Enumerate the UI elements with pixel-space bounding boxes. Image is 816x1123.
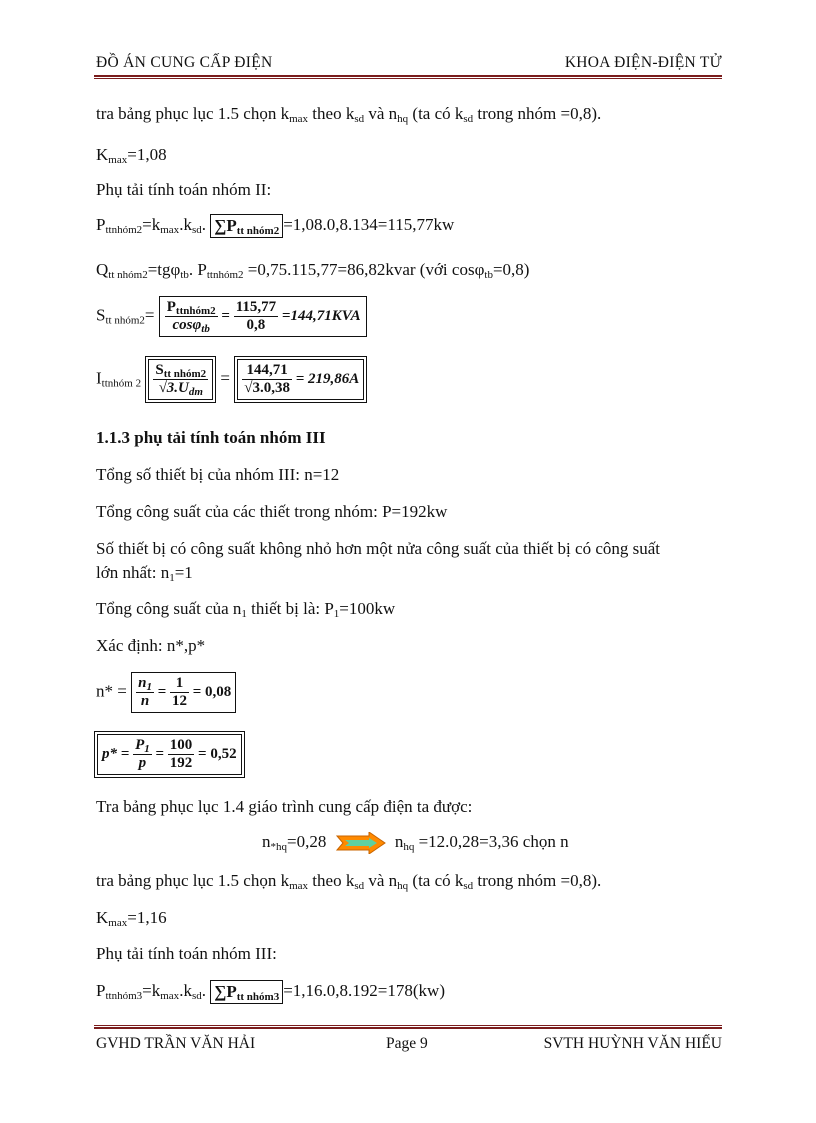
formula-p-star [94,731,245,778]
text-line: Tổng công suất của các thiết trong nhóm: P=192kw [96,502,448,521]
kmax-line: $K_{max}=1,16$ [96,908,167,929]
header-left: ĐỒ ÁN CUNG CẤP ĐIỆN [96,54,273,71]
kmax-line: $K_{max}=1,08$ [96,145,167,166]
formula-n-star: n* = $\frac{n_1}{n}$ = $\frac{1}{12}$ = 0,08 [96,672,236,713]
formula-p3: $P_{ttnhóm3}=k_{max}.k_{sd}$. $\sum P_{tt nhóm3} =1,16.0,8.192=178(kw)$ [96,980,445,1003]
footer-right: SVTH HUỲNH VĂN HIẾU [543,1035,722,1052]
footer-rule [94,1025,722,1029]
text-line: Số thiết bị có công suất không nhỏ hơn một nửa công suất của thiết bị có công suất [96,539,660,558]
i2-box-1: $\frac{S_{tt nhóm2}}{√3.U_{dm}}$ [145,356,216,403]
formula-p2: $P_{ttnhóm2}=k_{max}.k_{sd}$. $\sum P_{tt nhóm2} =1,08.0,8.134=115,77kw$ [96,214,455,237]
header-rule [94,75,722,79]
formula-q2: $Q_{tt nhóm2}=tg\varphi_{tb}$. $P_{ttnhóm2}$ =0,75.115,77=86,82kvar (với cosφ$_{tb}$=0,8) [96,260,530,281]
formula-i2: $I_{ttnhóm 2}$ $\frac{S_{tt nhóm2}}{√3.U_{dm}}$ = $\frac{144,71}{√3.0,38}$ = 219,86A [96,356,367,403]
text-line: Tra bảng phục lục 1.4 giáo trình cung cấp điện ta được: [96,797,473,816]
section-heading: 1.1.3 phụ tải tính toán nhóm III [96,428,326,447]
text-line: tra bảng phục lục 1.5 chọn $k_{max}$ theo $k_{sd}$ và $n_{hq}$ (ta có $k_{sd}$ trong nhóm =0,8). [96,104,602,125]
footer-left: GVHD TRẦN VĂN HẢI [96,1035,256,1052]
n-star-box: $\frac{n_1}{n}$ = $\frac{1}{12}$ = 0,08 [131,672,236,713]
text-line: lớn nhất: $n_1=1$ [96,563,193,584]
right-arrow-icon [335,832,387,854]
p-star-box: p* = $\frac{P_1}{p}$ = $\frac{100}{192}$ = 0,52 [94,731,245,778]
sum-box: $\sum P_{tt nhóm3}$ [210,980,283,1004]
footer-page-number: Page 9 [386,1035,428,1052]
header-right: KHOA ĐIỆN-ĐIỆN TỬ [564,54,722,71]
s2-box: $\frac{P_{ttnhóm2}}{\cos\varphi_{tb}}$ = $\frac{115,77}{0,8}$ =144,71KVA [159,296,367,337]
text-line: Phụ tải tính toán nhóm II: [96,180,272,199]
sum-box: $\sum P_{tt nhóm2}$ [210,214,283,238]
text-line: Tổng số thiết bị của nhóm III: n=12 [96,465,340,484]
text-line: Phụ tải tính toán nhóm III: [96,944,277,963]
text-line: Tổng công suất của $n_1$ thiết bị là: $P_1=100kw$ [96,599,396,620]
text-line: Xác định: n*,p* [96,636,206,655]
i2-box-2: $\frac{144,71}{√3.0,38}$ = 219,86A [234,356,367,403]
page-footer [96,1035,722,1057]
page-header [96,52,722,76]
formula-s2: $S_{tt nhóm2}=$ $\frac{P_{ttnhóm2}}{\cos\varphi_{tb}}$ = $\frac{115,77}{0,8}$ =144,71KVA [96,296,367,337]
text-line: tra bảng phục lục 1.5 chọn $k_{max}$ theo $k_{sd}$ và $n_{hq}$ (ta có $k_{sd}$ trong nhóm =0,8). [96,871,602,892]
nhq-line: $n_{*hq}=0,28$ $n_{hq} =12.0,28=3,36$ chọn n [262,832,569,853]
